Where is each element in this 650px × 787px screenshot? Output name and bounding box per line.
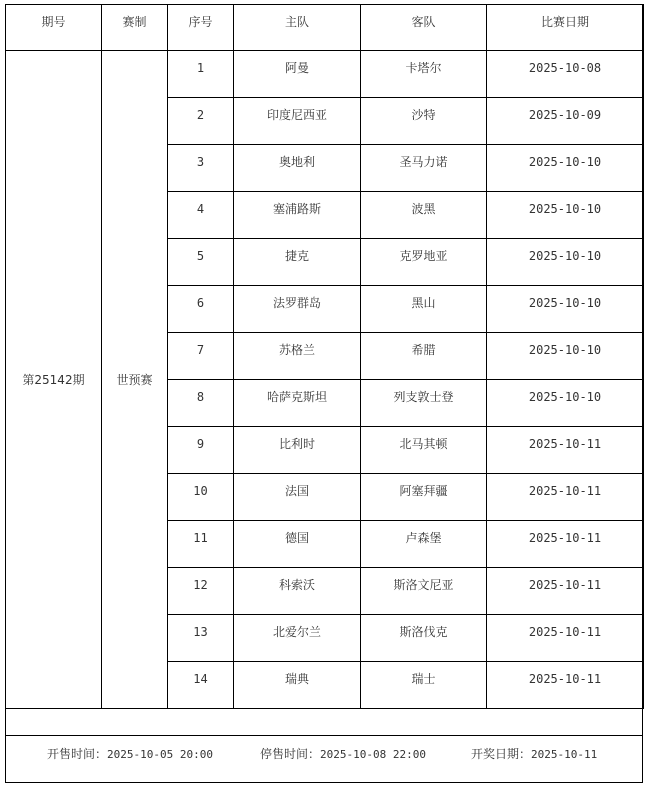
away-team-cell: 黑山	[361, 286, 487, 333]
index-cell: 10	[168, 474, 234, 521]
away-team-cell: 北马其顿	[361, 427, 487, 474]
match-date-cell: 2025-10-10	[487, 286, 644, 333]
index-cell: 12	[168, 568, 234, 615]
sale-start-time	[47, 745, 213, 762]
header-match-date: 比赛日期	[487, 5, 644, 51]
match-date-cell: 2025-10-11	[487, 521, 644, 568]
sale-stop-label: 停售时间：	[260, 747, 321, 761]
away-team-cell: 斯洛文尼亚	[361, 568, 487, 615]
away-team-cell: 克罗地亚	[361, 239, 487, 286]
sale-start-value: 2025-10-05 20:00	[107, 748, 213, 761]
header-index: 序号	[168, 5, 234, 51]
match-date-cell: 2025-10-10	[487, 145, 644, 192]
sale-stop-value: 2025-10-08 22:00	[320, 748, 426, 761]
index-cell: 3	[168, 145, 234, 192]
sale-stop-time	[260, 745, 426, 762]
match-date-cell: 2025-10-11	[487, 615, 644, 662]
table-row	[6, 51, 644, 98]
away-team-cell: 列支敦士登	[361, 380, 487, 427]
header-away-team: 客队	[361, 5, 487, 51]
index-cell: 8	[168, 380, 234, 427]
index-cell: 1	[168, 51, 234, 98]
index-cell: 9	[168, 427, 234, 474]
match-date-cell: 2025-10-10	[487, 380, 644, 427]
match-date-cell: 2025-10-11	[487, 474, 644, 521]
away-team-cell: 卢森堡	[361, 521, 487, 568]
away-team-cell: 阿塞拜疆	[361, 474, 487, 521]
header-home-team: 主队	[234, 5, 361, 51]
period-cell: 第25142期	[6, 51, 102, 709]
index-cell: 2	[168, 98, 234, 145]
home-team-cell: 科索沃	[234, 568, 361, 615]
away-team-cell: 卡塔尔	[361, 51, 487, 98]
index-cell: 14	[168, 662, 234, 709]
header-row	[6, 5, 644, 51]
home-team-cell: 德国	[234, 521, 361, 568]
match-date-cell: 2025-10-11	[487, 427, 644, 474]
match-rows	[6, 51, 644, 709]
match-date-cell: 2025-10-08	[487, 51, 644, 98]
home-team-cell: 瑞典	[234, 662, 361, 709]
home-team-cell: 苏格兰	[234, 333, 361, 380]
index-cell: 7	[168, 333, 234, 380]
home-team-cell: 奥地利	[234, 145, 361, 192]
match-date-cell: 2025-10-11	[487, 568, 644, 615]
home-team-cell: 比利时	[234, 427, 361, 474]
away-team-cell: 瑞士	[361, 662, 487, 709]
blank-spacer-row	[5, 709, 643, 736]
home-team-cell: 阿曼	[234, 51, 361, 98]
match-schedule-table	[5, 4, 644, 709]
header-period: 期号	[6, 5, 102, 51]
index-cell: 6	[168, 286, 234, 333]
index-cell: 5	[168, 239, 234, 286]
match-date-cell: 2025-10-10	[487, 333, 644, 380]
sale-info-footer	[5, 736, 643, 783]
home-team-cell: 法国	[234, 474, 361, 521]
match-date-cell: 2025-10-09	[487, 98, 644, 145]
home-team-cell: 塞浦路斯	[234, 192, 361, 239]
match-date-cell: 2025-10-11	[487, 662, 644, 709]
away-team-cell: 波黑	[361, 192, 487, 239]
index-cell: 11	[168, 521, 234, 568]
home-team-cell: 法罗群岛	[234, 286, 361, 333]
draw-date-value: 2025-10-11	[531, 748, 598, 761]
draw-date	[471, 745, 597, 762]
away-team-cell: 圣马力诺	[361, 145, 487, 192]
index-cell: 13	[168, 615, 234, 662]
competition-cell: 世预赛	[102, 51, 168, 709]
home-team-cell: 印度尼西亚	[234, 98, 361, 145]
header-competition: 赛制	[102, 5, 168, 51]
home-team-cell: 北爱尔兰	[234, 615, 361, 662]
draw-date-label: 开奖日期：	[471, 747, 532, 761]
away-team-cell: 斯洛伐克	[361, 615, 487, 662]
match-date-cell: 2025-10-10	[487, 192, 644, 239]
away-team-cell: 希腊	[361, 333, 487, 380]
index-cell: 4	[168, 192, 234, 239]
away-team-cell: 沙特	[361, 98, 487, 145]
match-date-cell: 2025-10-10	[487, 239, 644, 286]
home-team-cell: 捷克	[234, 239, 361, 286]
home-team-cell: 哈萨克斯坦	[234, 380, 361, 427]
sale-start-label: 开售时间：	[47, 747, 108, 761]
